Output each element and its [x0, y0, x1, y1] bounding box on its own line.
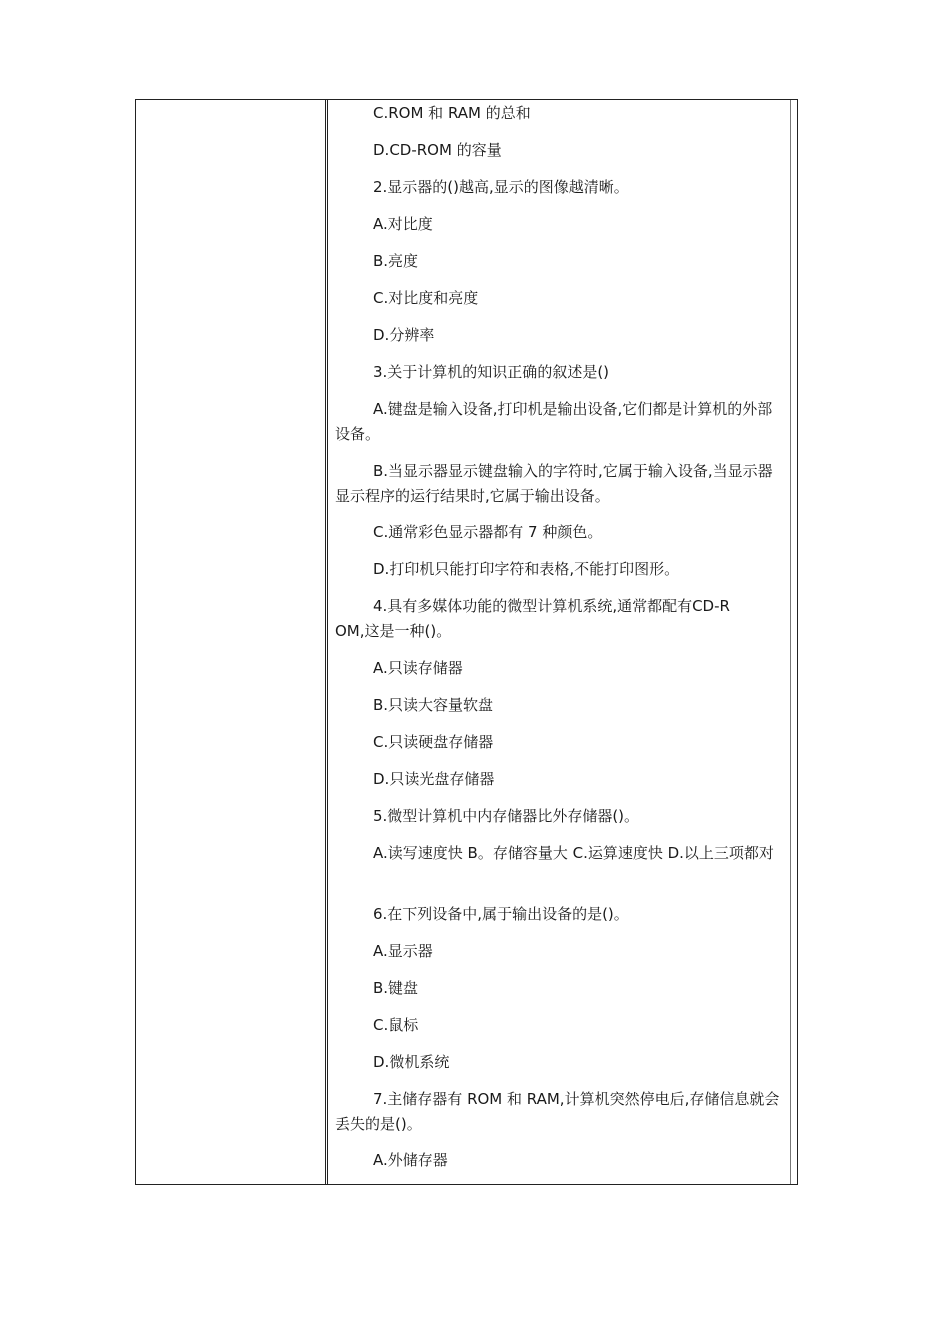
option-line: D.只读光盘存储器	[373, 770, 495, 788]
option-line: A.读写速度快 B。存储容量大 C.运算速度快 D.以上三项都对	[373, 844, 774, 862]
option-line: A.外储存器	[373, 1151, 448, 1169]
question-line: 2.显示器的()越高,显示的图像越清晰。	[373, 178, 629, 196]
option-line: C.对比度和亮度	[373, 289, 479, 307]
option-line: C.只读硬盘存储器	[373, 733, 494, 751]
option-line: D.微机系统	[373, 1053, 450, 1071]
question-line: 7.主储存器有 ROM 和 RAM,计算机突然停电后,存储信息就会丢失的是()。	[335, 1090, 780, 1133]
option-line: B.当显示器显示键盘输入的字符时,它属于输入设备,当显示器显示程序的运行结果时,它属于输出设备。	[335, 462, 773, 505]
option-line: A.只读存储器	[373, 659, 463, 677]
option-line: A.显示器	[373, 942, 433, 960]
option-line: D.打印机只能打印字符和表格,不能打印图形。	[373, 560, 680, 578]
option-line: D.分辨率	[373, 326, 435, 344]
option-line: B.键盘	[373, 979, 419, 997]
option-line: B.亮度	[373, 252, 419, 270]
document-table	[135, 99, 798, 1185]
option-line: B.只读大容量软盘	[373, 696, 494, 714]
question-line: 6.在下列设备中,属于输出设备的是()。	[373, 905, 629, 923]
right-border-line	[790, 100, 791, 1184]
option-line: C.ROM 和 RAM 的总和	[373, 104, 531, 122]
option-line: C.通常彩色显示器都有 7 种颜色。	[373, 523, 603, 541]
question-line: 3.关于计算机的知识正确的叙述是()	[373, 363, 610, 381]
option-line: A.键盘是输入设备,打印机是输出设备,它们都是计算机的外部设备。	[335, 400, 773, 443]
option-line: A.对比度	[373, 215, 433, 233]
option-line: C.鼠标	[373, 1016, 419, 1034]
question-line: 5.微型计算机中内存储器比外存储器()。	[373, 807, 640, 825]
option-line: D.CD-ROM 的容量	[373, 141, 502, 159]
question-line: 4.具有多媒体功能的微型计算机系统,通常都配有CD-ROM,这是一种()。	[335, 597, 730, 640]
column-divider	[325, 100, 328, 1184]
